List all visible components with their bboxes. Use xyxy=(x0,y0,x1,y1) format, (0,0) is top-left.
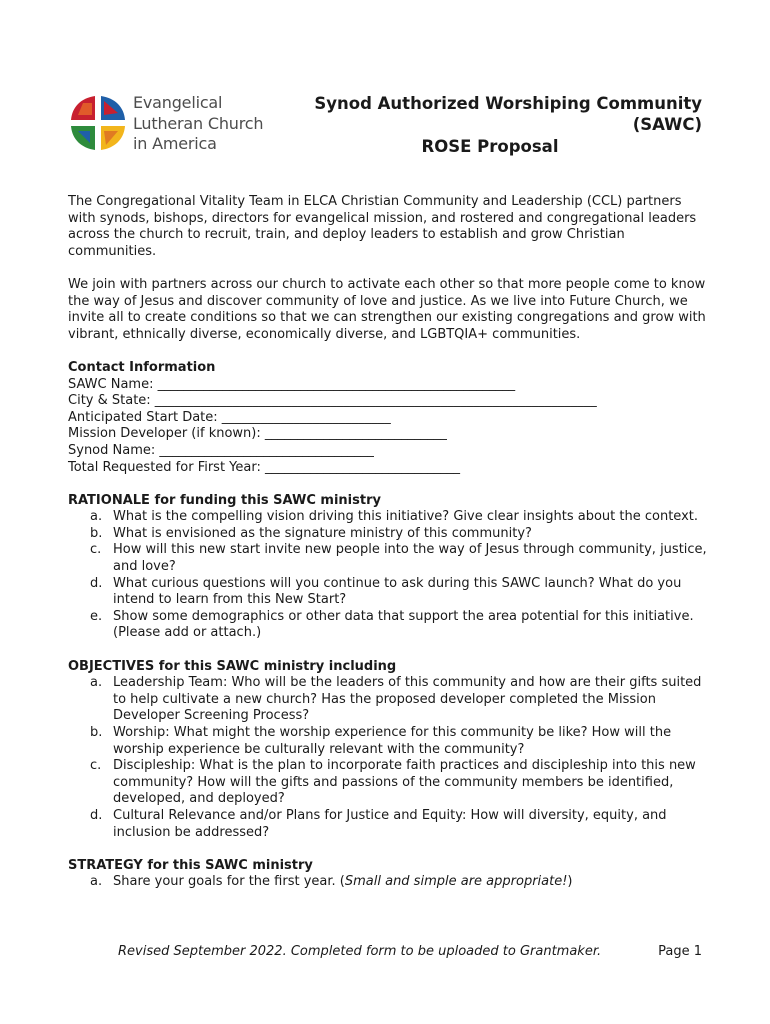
list-item xyxy=(68,675,708,725)
list-marker: a. xyxy=(90,874,103,890)
list-item xyxy=(68,725,708,758)
list-item-text: Cultural Relevance and/or Plans for Justice and Equity: How will diversity, equity, and inclusion be addressed? xyxy=(113,807,667,840)
list-marker: b. xyxy=(90,525,103,541)
list-item-text: Discipleship: What is the plan to incorporate faith practices and discipleship into this new community? How will the gifts and passions of the community members be identified, developed, and deployed? xyxy=(113,758,696,807)
field-synod-name[interactable]: Synod Name: _________________________________ xyxy=(68,442,374,458)
strategy-list xyxy=(68,874,708,891)
document-body xyxy=(68,194,708,891)
intro-paragraph-2: We join with partners across our church to activate each other so that more people come to know the way of Jesus and discover community of love and justice. As we live into Future Church, we invite all to create conditions so that we can strengthen our existing congregations and grow with vibrant, ethnically diverse, economically diverse, and LGBTQIA+ communities. xyxy=(68,276,706,342)
list-marker: d. xyxy=(90,575,103,591)
list-item xyxy=(68,758,708,808)
footer-note: Revised September 2022. Completed form to be uploaded to Grantmaker. xyxy=(118,944,602,959)
list-marker: a. xyxy=(90,509,103,525)
field-total-requested[interactable]: Total Requested for First Year: ______________________________ xyxy=(68,459,460,475)
field-mission-developer[interactable]: Mission Developer (if known): ____________________________ xyxy=(68,426,447,442)
intro-paragraph-1: The Congregational Vitality Team in ELCA Christian Community and Leadership (CCL) partners with synods, bishops, directors for evangelical mission, and rostered and congregational leaders across the church to recruit, train, and deploy leaders to establish and grow Christian communities. xyxy=(68,194,697,259)
list-item-text: What is envisioned as the signature ministry of this community? xyxy=(113,525,532,541)
elca-logo xyxy=(68,93,278,155)
list-item xyxy=(68,509,708,526)
list-item-text: What curious questions will you continue to ask during this SAWC launch? What do you intend to learn from this New Start? xyxy=(113,575,682,608)
list-marker: d. xyxy=(90,807,103,823)
logo-line-1: Evangelical xyxy=(133,93,223,112)
page-number: Page 1 xyxy=(658,944,702,959)
list-marker: e. xyxy=(90,608,103,624)
objectives-heading: OBJECTIVES for this SAWC ministry including xyxy=(68,658,397,674)
field-city-state[interactable]: City & State: ____________________________________________________________________ xyxy=(68,393,597,409)
list-item-text: Show some demographics or other data that support the area potential for this initiative. (Please add or attach.) xyxy=(113,608,694,641)
list-item-text: Worship: What might the worship experience for this community be like? How will the worship experience be culturally relevant with the community? xyxy=(113,725,672,757)
field-start-date[interactable]: Anticipated Start Date: __________________________ xyxy=(68,409,391,425)
document-title xyxy=(272,93,702,135)
logo-wordmark xyxy=(133,93,263,155)
contact-heading: Contact Information xyxy=(68,359,216,375)
list-item-italic: Small and simple are appropriate! xyxy=(344,874,568,890)
list-item xyxy=(68,874,708,891)
logo-line-2: Lutheran Church xyxy=(133,113,264,133)
title-line-2: (SAWC) xyxy=(632,115,702,134)
list-item xyxy=(68,542,708,575)
list-item xyxy=(68,808,708,841)
document-subtitle: ROSE Proposal xyxy=(421,137,559,156)
list-item-text: Leadership Team: Who will be the leaders of this community and how are their gifts suited to help cultivate a new church? Has the proposed developer completed the Mission Developer Screening Process? xyxy=(113,675,702,724)
list-item xyxy=(68,609,708,642)
list-marker: a. xyxy=(90,675,103,691)
list-item xyxy=(68,526,708,543)
list-item xyxy=(68,576,708,609)
list-item-close: ) xyxy=(567,874,573,890)
field-sawc-name[interactable]: SAWC Name: _______________________________________________________ xyxy=(68,376,516,392)
strategy-heading: STRATEGY for this SAWC ministry xyxy=(68,857,313,873)
objectives-list xyxy=(68,675,708,841)
list-marker: c. xyxy=(90,542,102,558)
list-item-text: How will this new start invite new people into the way of Jesus through community, justice, and love? xyxy=(113,542,707,575)
list-marker: c. xyxy=(90,758,102,774)
rationale-heading: RATIONALE for funding this SAWC ministry xyxy=(68,492,381,508)
logo-line-3: in America xyxy=(133,134,217,153)
list-item-text: Share your goals for the first year. ( xyxy=(113,874,345,890)
elca-cross-icon xyxy=(68,93,128,153)
list-marker: b. xyxy=(90,725,103,740)
list-item-text: What is the compelling vision driving this initiative? Give clear insights about the context. xyxy=(113,509,698,525)
title-line-1: Synod Authorized Worshiping Community xyxy=(314,94,702,113)
rationale-list xyxy=(68,509,708,642)
